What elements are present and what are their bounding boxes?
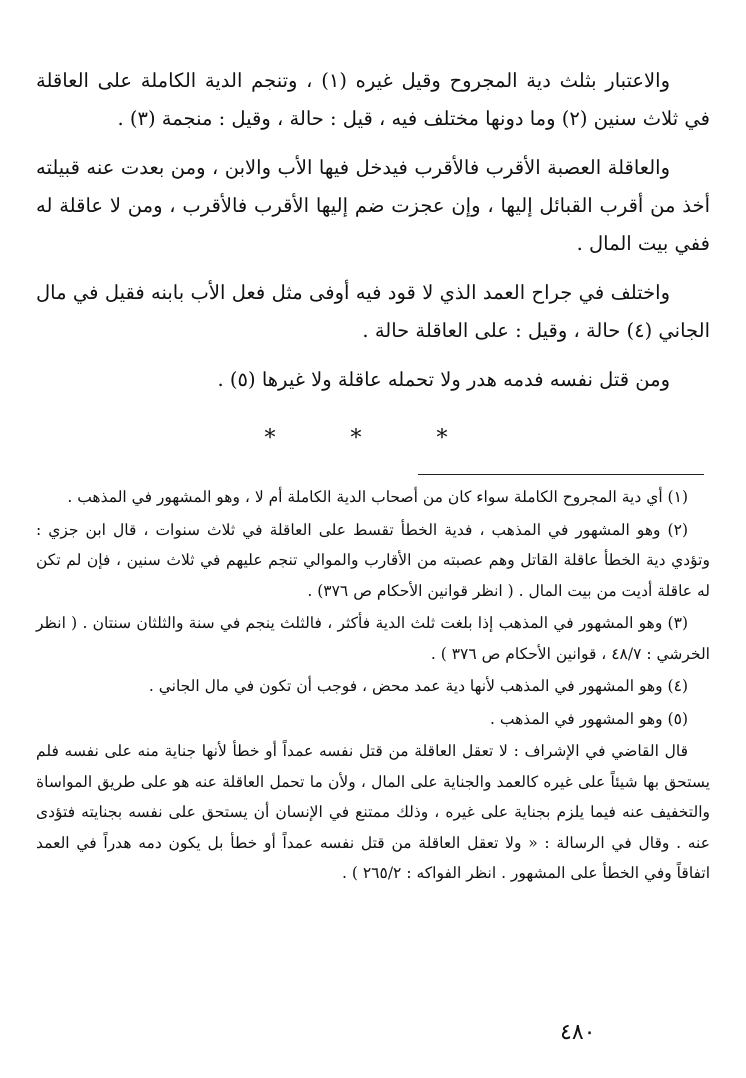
footnote-1: (١) أي دية المجروح الكاملة سواء كان من أصحاب الدية الكاملة أم لا ، وهو المشهور في المذهب . bbox=[67, 488, 688, 506]
main-text bbox=[36, 62, 710, 410]
main-paragraph-1: والاعتبار بثلث دية المجروح وقيل غيره (١) ، وتنجم الدية الكاملة على العاقلة في ثلاث سنين (٢) وما دونها مختلف فيه ، قيل : حالة ، وقيل : منجمة (٣) . bbox=[36, 69, 710, 130]
footnote-4: (٤) وهو المشهور في المذهب لأنها دية عمد محض ، فوجب أن تكون في مال الجاني . bbox=[148, 677, 688, 695]
main-paragraph-4: ومن قتل نفسه فدمه هدر ولا تحمله عاقلة ولا غيرها (٥) . bbox=[217, 368, 670, 391]
page-number: ٤٨٠ bbox=[560, 1020, 596, 1045]
footnote-2: (٢) وهو المشهور في المذهب ، فدية الخطأ تقسط على العاقلة في ثلاث سنوات ، قال ابن جزي : وتؤدي دية الخطأ عاقلة القاتل وهم عصبته من الأقارب والموالي تنجم عليهم في ثلاث سنين ، فإن لم تكن له عاقلة أديت من بيت المال . ( انظر قوانين الأحكام ص ٣٧٦) . bbox=[36, 520, 710, 600]
footnote-divider bbox=[418, 474, 704, 475]
footnote-quote: قال القاضي في الإشراف : لا تعقل العاقلة من قتل نفسه عمداً أو خطأ لأنها جناية منه على نفسه فلم يستحق بها شيئاً على غيره كالعمد والجناية على المال ، ولأن ما تحمل العاقلة عنه هو على طريق المواساة والتخفيف عنه فيما يلزم بجناية على غيره ، وذلك ممتنع في الإنسان أن يستحق على نفسه بجنايته فتؤدى عنه . وقال في الرسالة : « ولا تعقل العاقلة من قتل نفسه عمداً أو خطأ بل يكون دمه هدراً في العمد اتفاقاً وفي الخطأ على المشهور . انظر الفواكه : ٢٦٥/٢ ) . bbox=[36, 742, 710, 882]
main-paragraph-2: والعاقلة العصبة الأقرب فالأقرب فيدخل فيها الأب والابن ، ومن بعدت عنه قبيلته أخذ من أقرب القبائل إليها ، وإن عجزت ضم إليها الأقرب فالأقرب ، ومن لا عاقلة له ففي بيت المال . bbox=[36, 156, 710, 255]
section-separator: * * * bbox=[264, 426, 482, 451]
main-paragraph-3: واختلف في جراح العمد الذي لا قود فيه أوفى مثل فعل الأب بابنه فقيل في مال الجاني (٤) حالة ، وقيل : على العاقلة حالة . bbox=[36, 281, 710, 342]
footnote-3: (٣) وهو المشهور في المذهب إذا بلغت ثلث الدية فأكثر ، فالثلث ينجم في سنة والثلثان سنتان . ( انظر الخرشي : ٤٨/٧ ، قوانين الأحكام ص ٣٧٦ ) . bbox=[36, 614, 710, 663]
footnote-5: (٥) وهو المشهور في المذهب . bbox=[490, 709, 688, 728]
footnotes bbox=[36, 482, 710, 891]
